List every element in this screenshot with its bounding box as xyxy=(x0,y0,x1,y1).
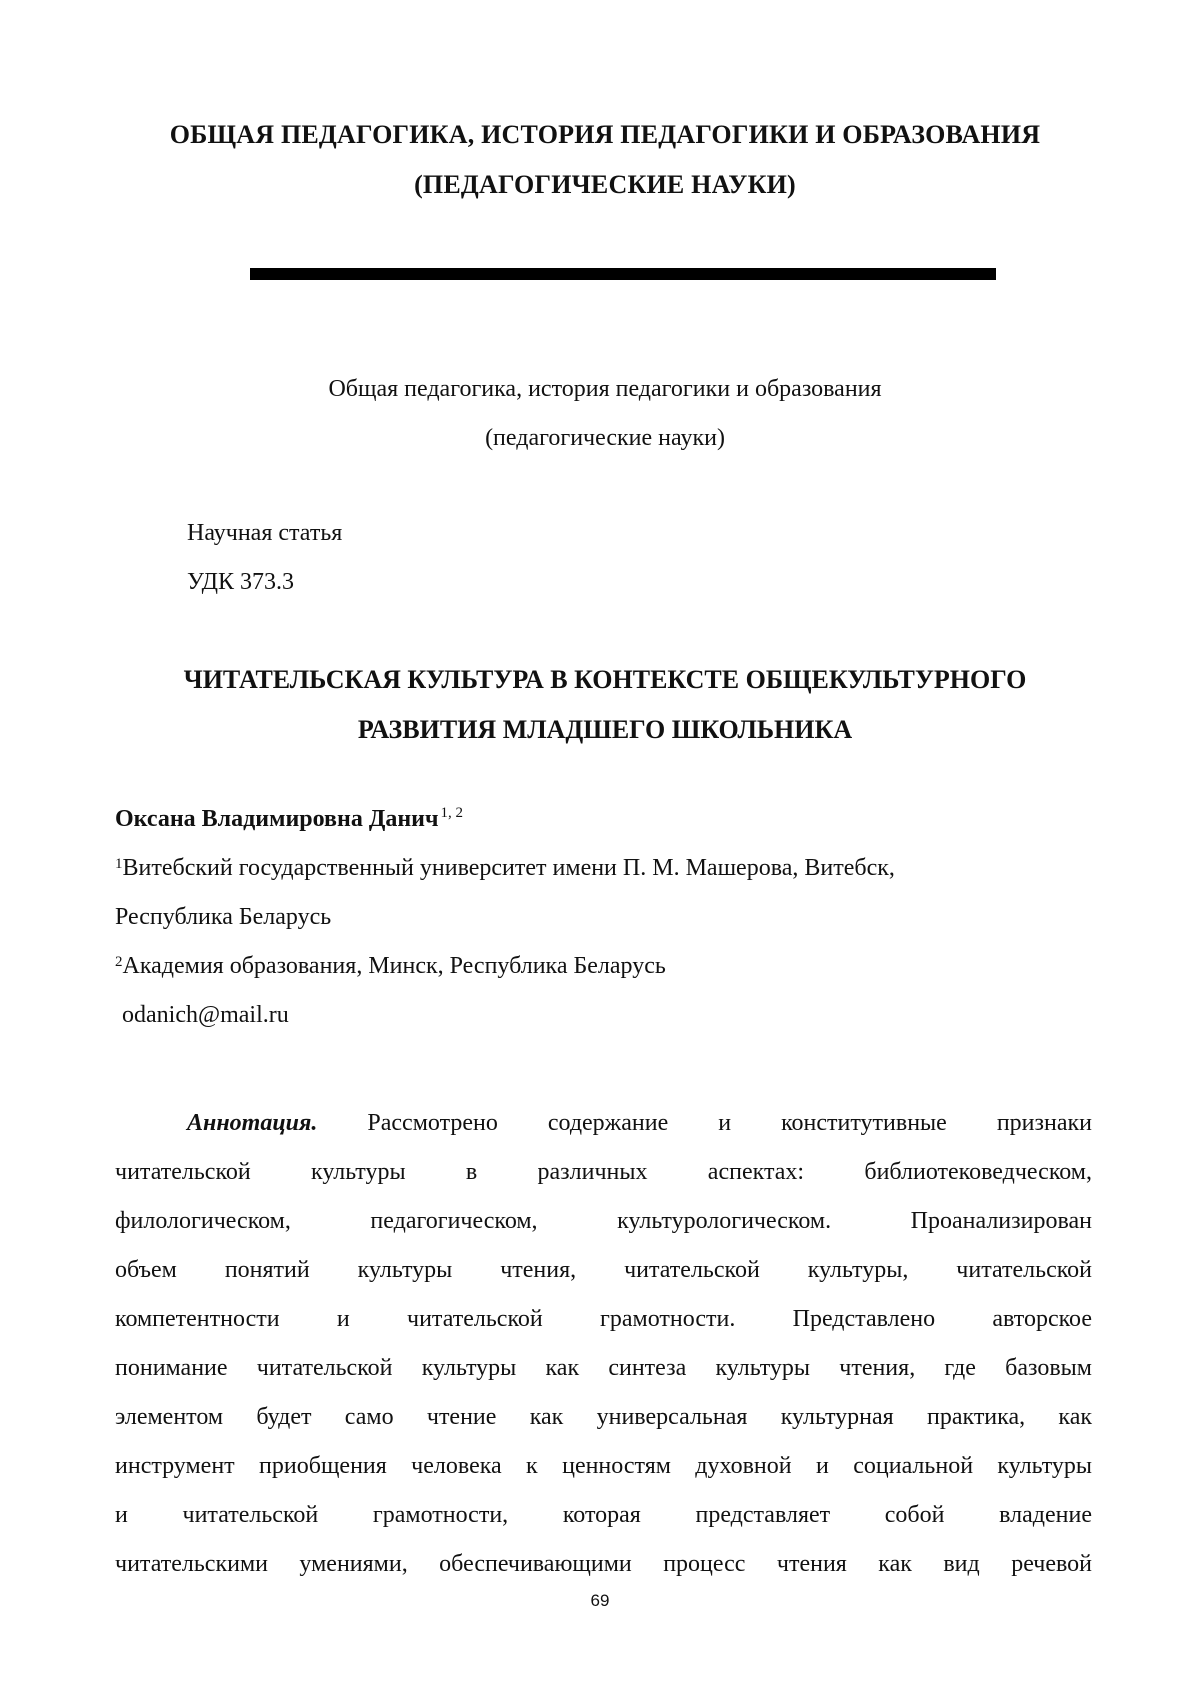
affiliation-1-mark: 1 xyxy=(115,856,123,872)
author-line xyxy=(115,804,463,834)
section-name-line-1: Общая педагогика, история педагогики и образования xyxy=(328,376,882,402)
article-title xyxy=(115,655,1095,755)
journal-section-header xyxy=(115,110,1095,210)
affiliation-2 xyxy=(115,951,666,981)
author-name: Оксана Владимировна Данич xyxy=(115,806,439,832)
affiliation-2-text: Академия образования, Минск, Республика Беларусь xyxy=(122,953,666,979)
section-name-line-2: (педагогические науки) xyxy=(485,425,725,451)
abstract xyxy=(115,1099,1092,1589)
journal-section-header-line-1: ОБЩАЯ ПЕДАГОГИКА, ИСТОРИЯ ПЕДАГОГИКИ И ОБРАЗОВАНИЯ xyxy=(169,120,1041,149)
affiliation-1-line-1 xyxy=(115,853,895,883)
abstract-label: Аннотация. xyxy=(187,1110,318,1136)
abstract-line: филологическом, педагогическом, культурологическом. Проанализирован xyxy=(115,1208,1092,1234)
article-type: Научная статья xyxy=(187,520,343,546)
affiliation-1-text: Витебский государственный университет имени П. М. Машерова, Витебск, xyxy=(122,855,895,881)
page-number: 69 xyxy=(590,1591,610,1610)
article-title-line-2: РАЗВИТИЯ МЛАДШЕГО ШКОЛЬНИКА xyxy=(357,715,853,744)
author-email[interactable]: odanich@mail.ru xyxy=(122,1002,289,1028)
abstract-line: понимание читательской культуры как синтеза культуры чтения, где базовым xyxy=(115,1355,1092,1381)
abstract-line: читательскими умениями, обеспечивающими процесс чтения как вид речевой xyxy=(115,1551,1092,1577)
abstract-line: и читательской грамотности, которая представляет собой владение xyxy=(115,1502,1092,1528)
abstract-line-text: Рассмотрено содержание и конститутивные признаки xyxy=(367,1110,1093,1136)
journal-section-header-line-2: (ПЕДАГОГИЧЕСКИЕ НАУКИ) xyxy=(414,170,796,199)
abstract-line xyxy=(115,1099,1092,1148)
affiliation-1-line-2: Республика Беларусь xyxy=(115,904,332,930)
udc-code: УДК 373.3 xyxy=(187,569,294,595)
author-affiliation-marks: 1, 2 xyxy=(440,805,464,821)
abstract-line: объем понятий культуры чтения, читательской культуры, читательской xyxy=(115,1257,1092,1283)
abstract-line: компетентности и читательской грамотности. Представлено авторское xyxy=(115,1306,1092,1332)
abstract-line: инструмент приобщения человека к ценностям духовной и социальной культуры xyxy=(115,1453,1092,1479)
header-divider-rule xyxy=(250,268,996,280)
article-title-line-1: ЧИТАТЕЛЬСКАЯ КУЛЬТУРА В КОНТЕКСТЕ ОБЩЕКУЛЬТУРНОГО xyxy=(183,665,1027,694)
abstract-line: элементом будет само чтение как универсальная культурная практика, как xyxy=(115,1404,1092,1430)
affiliation-2-mark: 2 xyxy=(115,954,123,970)
abstract-line: читательской культуры в различных аспектах: библиотековедческом, xyxy=(115,1159,1092,1185)
